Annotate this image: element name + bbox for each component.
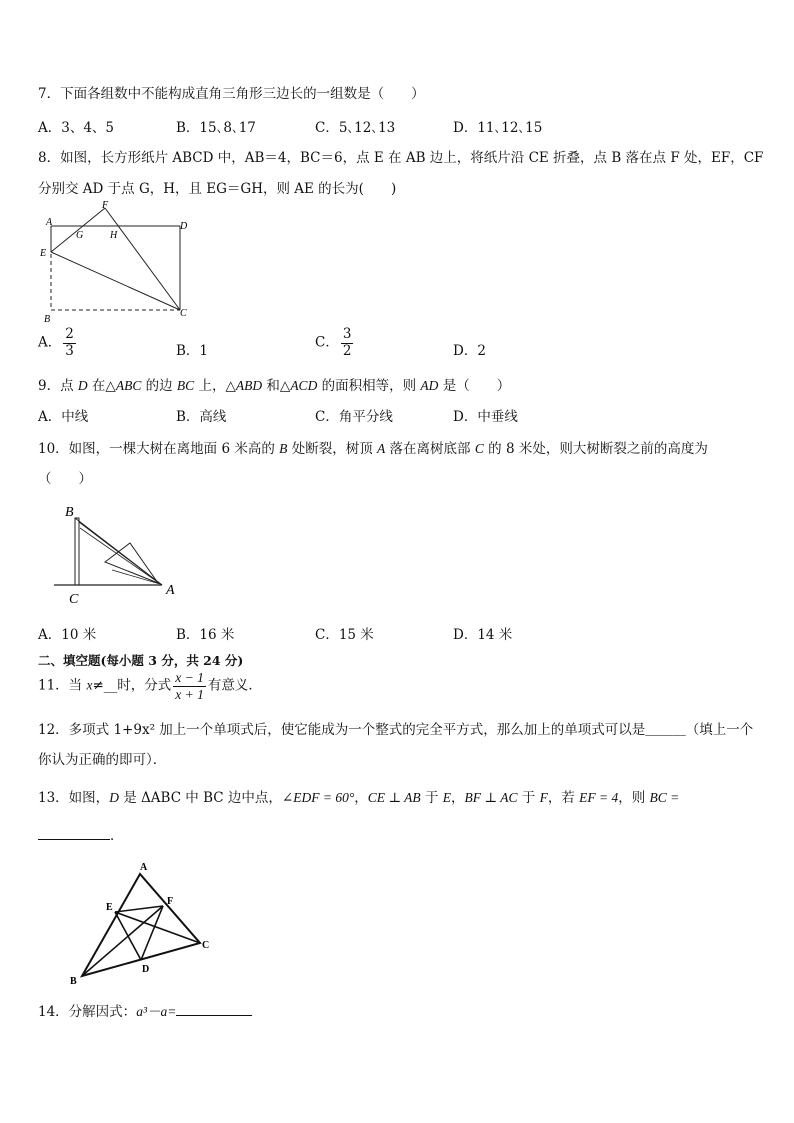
q10-label-b: B [65,505,74,520]
q9-text: 的面积相等，则 [317,378,421,394]
q13-text: 是 ΔABC 中 BC 边中点， [118,790,282,806]
q11-denominator: x + 1 [175,686,204,702]
q8-option-c[interactable] [315,327,355,359]
q9-stem [38,374,510,394]
q10-var-c: C [474,441,484,456]
q10-text: 落在离树底部 [385,441,475,457]
section-title: 二、填空题(每小题 3 分，共 24 分) [38,653,244,668]
q8-fold-ce [51,252,180,310]
q9-option-d[interactable]: D．中垂线 [453,409,518,425]
q9-text: 在△ [87,378,116,394]
q10-text: 处断裂，树顶 [287,441,377,457]
q8-option-a-denominator: 3 [65,342,74,359]
q8-option-c-fraction [341,327,354,359]
q8-option-a[interactable] [38,327,78,359]
q11-text: __时，分式 [103,677,172,694]
q7-stem: 7．下面各组数中不能构成直角三角形三边长的一组数是（ ） [38,86,425,102]
q8-option-a-fraction [63,327,76,359]
q8-option-c-denominator: 2 [342,342,352,359]
q14-text: 14．分解因式： [38,1004,137,1020]
q13-var-f: F [539,790,548,805]
q10-option-a[interactable]: A．10 米 [38,627,97,643]
q9-var-bc: BC [176,378,195,393]
q8-option-a-letter: A． [38,334,62,351]
q8-label-d: D [180,221,188,232]
q13-var-e: E [442,790,452,805]
q13-bc: BC = [649,790,680,805]
q13-text: 13．如图， [38,790,110,806]
q9-text: 的边 [141,378,177,394]
q11-not-equal: ≠ [92,677,104,694]
q13-label-d: D [142,964,150,975]
q13-text: ，若 [547,790,580,806]
q11-text: 有意义． [207,677,262,694]
q11-var-x: x [86,677,93,693]
q11-stem [38,670,262,702]
q9-option-c[interactable]: C．角平分线 [315,409,393,425]
q13-figure [60,858,220,988]
q10-stem-line2: （ ） [38,471,92,487]
q10-trunk [75,518,79,585]
q8-figure [30,198,200,328]
q13-segment-fd [141,906,163,960]
q7-option-c[interactable]: C．5､12､13 [315,120,396,136]
q9-var-abc: ABC [115,378,142,393]
q10-broken-top-2 [79,522,162,585]
q8-label-c: C [180,308,187,319]
q13-text: ， [451,790,465,806]
q12-stem-line2: 你认为正确的即可）． [38,752,167,768]
q8-label-g: G [76,230,84,241]
q13-answer-line [38,824,124,844]
q10-option-b[interactable]: B．16 米 [176,627,235,643]
q9-text: 9．点 [38,378,78,394]
q9-text: 和△ [262,378,291,394]
q9-var-acd: ACD [290,378,318,393]
q8-option-a-numerator: 2 [65,326,74,342]
q10-text: 10．如图，一棵大树在离地面 6 米高的 [38,441,280,457]
q9-text: 是（ ） [438,378,511,394]
q13-label-f: F [167,896,174,907]
q8-option-c-letter: C． [315,334,339,351]
q13-var-d: D [109,790,119,805]
q10-figure [50,500,190,610]
q13-answer-blank[interactable] [38,827,110,840]
q13-angle: ∠EDF = 60° [281,790,355,805]
q14-stem [38,1000,252,1020]
q11-fraction [173,670,206,702]
q10-broken-top-3 [80,528,162,585]
q10-var-b: B [279,441,288,456]
q8-stem-line1: 8．如图，长方形纸片 ABCD 中，AB＝4，BC＝6，点 E 在 AB 边上，将纸片沿 CE 折叠，点 B 落在点 F 处，EF，CF [38,150,764,166]
q13-label-a: A [140,862,148,873]
q14-expression: a³－a= [136,1004,177,1019]
q9-var-abd: ABD [235,378,263,393]
q13-label-e: E [106,902,113,913]
q13-stem [38,786,679,806]
q8-label-h: H [110,230,118,241]
q13-perp-bf-ac: BF ⊥ AC [464,790,518,805]
q13-segment-ed [115,912,141,960]
q10-stem-line1 [38,437,708,457]
q8-option-b[interactable]: B．1 [176,343,209,359]
q10-option-c[interactable]: C．15 米 [315,627,374,643]
q8-option-c-numerator: 3 [342,326,352,342]
q8-stem-line2: 分别交 AD 于点 G，H，且 EG＝GH，则 AE 的长为( ) [38,181,397,197]
q9-option-a[interactable]: A．中线 [38,409,89,425]
q13-text: 于 [517,790,540,806]
q8-option-d[interactable]: D．2 [453,343,486,359]
q9-option-b[interactable]: B．高线 [176,409,227,425]
q7-option-a[interactable]: A．3、4、5 [38,120,115,136]
q9-var-ad: AD [420,378,439,393]
q7-option-d[interactable]: D．11､12､15 [453,120,543,136]
q8-label-e: E [40,248,47,259]
q10-label-c: C [69,592,79,607]
q13-text: ， [354,790,368,806]
q13-text: ，则 [618,790,650,806]
q11-numerator: x − 1 [175,670,204,685]
q10-var-a: A [377,441,386,456]
q10-label-a: A [166,583,175,598]
q8-segment-fc [105,208,180,310]
q9-text: 上，△ [194,378,236,394]
q7-option-b[interactable]: B．15､8､17 [176,120,256,136]
q13-label-c: C [202,940,210,951]
q9-var-d: D [77,378,88,393]
q10-text: 的 8 米处，则大树断裂之前的高度为 [483,441,708,457]
q13-label-b: B [70,976,77,987]
q12-stem-line1: 12．多项式 1+9x² 加上一个单项式后，使它能成为一个整式的完全平方式，那么加上的单项式可以是＿＿＿（填上一个 [38,722,754,738]
q8-label-f: F [102,200,109,211]
q14-answer-blank[interactable] [176,1003,252,1016]
q8-label-b: B [44,314,51,325]
q13-perp-ce-ab: CE ⊥ AB [367,790,421,805]
q13-text: ． [110,828,124,844]
q11-text: 11．当 [38,677,87,694]
q10-crown-line [112,570,160,584]
q10-option-d[interactable]: D．14 米 [453,627,513,643]
q13-text: 于 [420,790,443,806]
q8-label-a: A [46,217,53,228]
q13-ef: EF = 4 [579,790,619,805]
